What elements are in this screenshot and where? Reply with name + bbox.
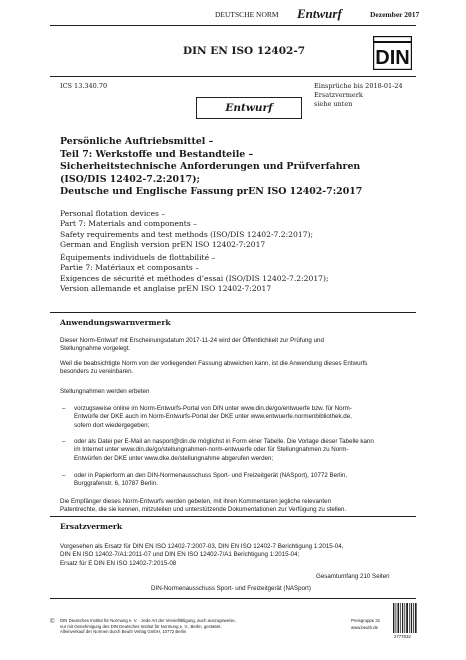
title-fr-line: Équipements individuels de flottabilité – [60,253,216,262]
list-item-line: oder als Datei per E-Mail an nasport@din.de möglichst in Form einer Tabelle. Die Vorlage dieser Tabelle kann [74,438,374,445]
draft-stamp: Entwurf [196,97,302,119]
copyright-line: nur mit Genehmigung des DIN Deutsches Institut für Normung e. V., Berlin, gestattet. [60,623,222,629]
list-item-text [74,472,412,489]
din-logo [373,36,412,70]
title-en-line: Safety requirements and test methods (ISO/DIS 12402-7.2:2017); [60,229,314,239]
footer-rule [50,598,416,599]
title-de-line: Deutsche und Englische Fassung prEN ISO 12402-7:2017 [60,186,363,198]
price-group: Preisgruppe 31 [351,618,381,623]
title-english [60,209,420,251]
title-fr-line: Exigences de sécurité et méthodes d’essai (ISO/DIS 12402-7.2:2017); [60,273,329,283]
replacement-heading: Ersatzvermerk [60,522,123,531]
header-status: Entwurf [297,6,342,21]
list-item-line: oder in Papierform an den DIN-Normenausschuss Sport- und Freizeitgerät (NASport), 10772 Berlin, [74,472,348,479]
title-en-line: Personal flotation devices – [60,209,166,218]
replacement-note-label: Ersatzvermerk [314,91,363,99]
total-pages: Gesamtumfang 210 Seiten [316,573,390,580]
list-item [62,438,412,465]
list-item-line: Entwürfen der DKE unter www.dke.de/stellungnahme abgerufen werden; [74,454,274,462]
title-de-line: Sicherheitstechnische Anforderungen und Prüfverfahren [60,161,361,173]
list-item [62,405,412,432]
document-number: 2777832 [394,634,411,639]
section-rule [50,312,416,313]
title-fr-line: Partie 7: Matériaux et composants – [60,263,200,273]
header-label: DEUTSCHE NORM [215,10,279,19]
list-item-line: vorzugsweise online im Norm-Entwurfs-Portal von DIN unter www.din.de/go/entwuerfe bzw. für Norm- [74,405,352,412]
list-item-text [74,405,412,430]
paragraph-line: Dieser Norm-Entwurf mit Erscheinungsdatum 2017-11-24 wird der Öffentlichkeit zur Prüfung und [60,337,324,344]
paragraph-line: Die Empfänger dieses Norm-Entwurfs werden gebeten, mit ihren Kommentaren jegliche relevanten [60,498,332,505]
replacement-line: Ersatz für E DIN EN ISO 12402-7:2015-08 [60,559,177,567]
paragraph-line: Stellungnahme vorgelegt. [60,345,131,353]
dash-bullet: – [62,405,66,412]
title-en-line: Part 7: Materials and components – [60,219,197,229]
copyright-symbol: © [50,619,55,625]
copyright-notice [60,618,330,635]
title-fr-line: Version allemande et anglaise prEN ISO 12402-7:2017 [60,284,272,294]
header-date: Dezember 2017 [370,10,420,19]
list-item-line: sofern dort wiedergegeben; [74,421,150,429]
header-rule [50,25,416,26]
paragraph-line: Weil die beabsichtigte Norm von der vorliegenden Fassung abweichen kann, ist die Anwendung dieses Entwurfs [60,360,368,367]
objections-deadline: Einsprüche bis 2018-01-24 [314,82,403,90]
comments-request: Stellungnahmen werden erbeten [60,388,150,395]
title-en-line: German and English version prEN ISO 12402-7:2017 [60,240,266,250]
committee-name: DIN-Normenausschuss Sport- und Freizeitgerät (NASport) [151,585,311,592]
warning-heading: Anwendungswarnvermerk [60,318,171,327]
din-logo-text: DIN [375,47,410,69]
copyright-line: DIN Deutsches Institut für Normung e. V. · Jede Art der Vervielfältigung, auch auszugsweise, [60,618,236,623]
list-item-line: Burggrafenstr. 6, 10787 Berlin. [74,480,158,488]
paragraph-line: Patentrechte, die sie kennen, mitzuteilen und unterstützende Dokumentationen zur Verfügung zu stellen. [60,506,347,514]
dash-bullet: – [62,472,66,479]
title-de-line: Teil 7: Werkstoffe und Bestandteile – [60,148,254,160]
publisher-website: www.beuth.de [351,625,378,630]
list-item-line: im Internet unter www.din.de/go/stellungnahmen-norm-entwuerfe oder für Stellungnahmen zu Norm- [74,446,349,454]
replacement-text [60,543,416,568]
paragraph-line: besonders zu vereinbaren. [60,368,134,376]
dash-bullet: – [62,438,66,445]
list-item-line: Entwürfe der DKE auch im Norm-Entwurfs-Portal der DKE unter www.entwuerfe.normenbibliothek.de, [74,413,352,421]
replacement-line: Vorgesehen als Ersatz für DIN EN ISO 12402-7:2007-03, DIN EN ISO 12402-7 Berichtigung 1:2015-04, [60,543,344,550]
list-item-text [74,438,412,463]
din-logo-graphic [373,36,412,70]
list-item [62,472,412,490]
replacement-note-reference: siehe unten [314,100,353,108]
copyright-line: Alleinverkauf der Normen durch Beuth Verlag GmbH, 10772 Berlin [60,629,187,635]
ersatz-rule [50,516,416,517]
title-german [60,136,420,199]
warning-paragraph-1 [60,337,416,354]
title-french [60,253,420,295]
standard-number: DIN EN ISO 12402-7 [183,45,306,57]
warning-paragraph-2 [60,360,416,377]
title-de-line: Persönliche Auftriebsmittel – [60,136,214,147]
number-rule [50,76,416,77]
replacement-line: DIN EN ISO 12402-7/A1:2011-07 und DIN EN ISO 12402-7/A1 Berichtigung 1:2015-04; [60,551,300,559]
patent-notice [60,498,416,515]
title-de-line: (ISO/DIS 12402-7.2:2017); [60,173,200,185]
ics-code: ICS 13.340.70 [60,82,108,90]
